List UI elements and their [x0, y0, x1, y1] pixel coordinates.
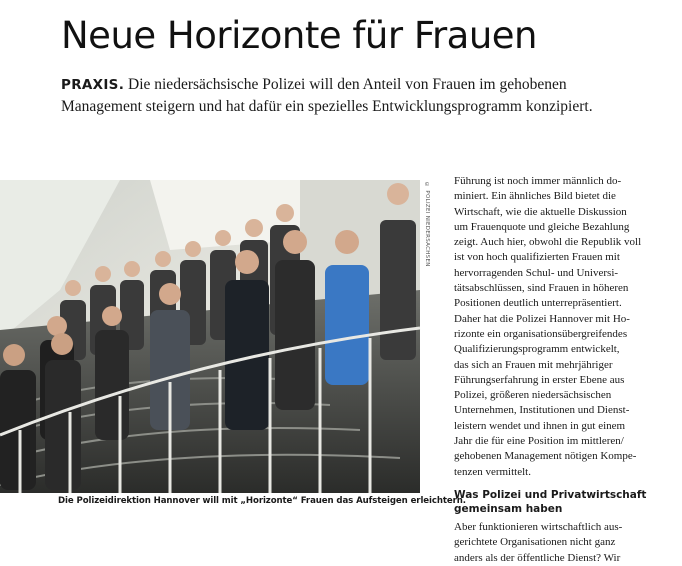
body-line: gehobenen Management nötigen Kompe- — [454, 450, 637, 463]
photo-credit: © POLIZEI NIEDERSACHSEN — [424, 182, 430, 267]
article-body-column — [454, 174, 647, 564]
body-line: Wirtschaft, wie die aktuelle Diskussion — [454, 205, 627, 218]
body-line: leistern wendet und ihnen in gut einem — [454, 419, 626, 432]
body-line: Polizei, größeren niedersächsischen — [454, 389, 612, 402]
subheading-line: gemeinsam haben — [454, 502, 563, 515]
body-line: Aber funktionieren wirtschaftlich aus- — [454, 520, 623, 533]
body-line: rizonte ein organisationsübergreifendes — [454, 327, 628, 340]
photo-caption: Die Polizeidirektion Hannover will mit „Horizonte“ Frauen das Aufsteigen erleichtern. — [58, 496, 466, 506]
group-photo-illustration — [0, 180, 420, 493]
body-line: um Frauenquote und gleiche Bezahlung — [454, 220, 630, 233]
body-line: Daher hat die Polizei Hannover mit Ho- — [454, 312, 630, 325]
body-line: Unternehmen, Institutionen und Dienst- — [454, 404, 630, 417]
lead-text: Die niedersächsische Polizei will den Anteil von Frauen im gehobenen Management steigern und hat dafür ein spezielles Entwicklungsprogramm konzipiert. — [61, 76, 593, 115]
lead-kicker: PRAXIS. — [61, 77, 125, 93]
body-line: anders als der öffentliche Dienst? Wir — [454, 551, 621, 564]
body-line: Qualifizierungsprogramm entwickelt, — [454, 343, 620, 356]
article-photo — [0, 180, 420, 493]
body-line: Jahr die für eine Position im mittleren/ — [454, 435, 624, 448]
body-line: Führung ist noch immer männlich do- — [454, 175, 622, 187]
section-subheading — [454, 488, 647, 516]
body-line: hervorragenden Schul- und Universi- — [454, 266, 619, 279]
body-line: zeigt. Auch hier, obwohl die Republik voll — [454, 236, 642, 249]
subheading-line: Was Polizei und Privatwirtschaft — [454, 488, 647, 501]
body-line: gerichtete Organisationen nicht ganz — [454, 536, 616, 549]
article-headline: Neue Horizonte für Frauen — [61, 14, 537, 57]
body-line: das sich an Frauen mit mehrjähriger — [454, 358, 613, 371]
body-line: tätsabschlüssen, sind Frauen in höheren — [454, 282, 629, 295]
body-line: tenzen vermittelt. — [454, 465, 531, 478]
body-line: miniert. Ein ähnliches Bild bietet die — [454, 190, 616, 203]
body-line: Positionen deutlich unterrepräsentiert. — [454, 297, 622, 310]
body-line: Führungserfahrung in erster Ebene aus — [454, 373, 625, 386]
article-lead — [61, 74, 621, 117]
body-line: ist von hoch qualifizierten Frauen mit — [454, 251, 620, 264]
